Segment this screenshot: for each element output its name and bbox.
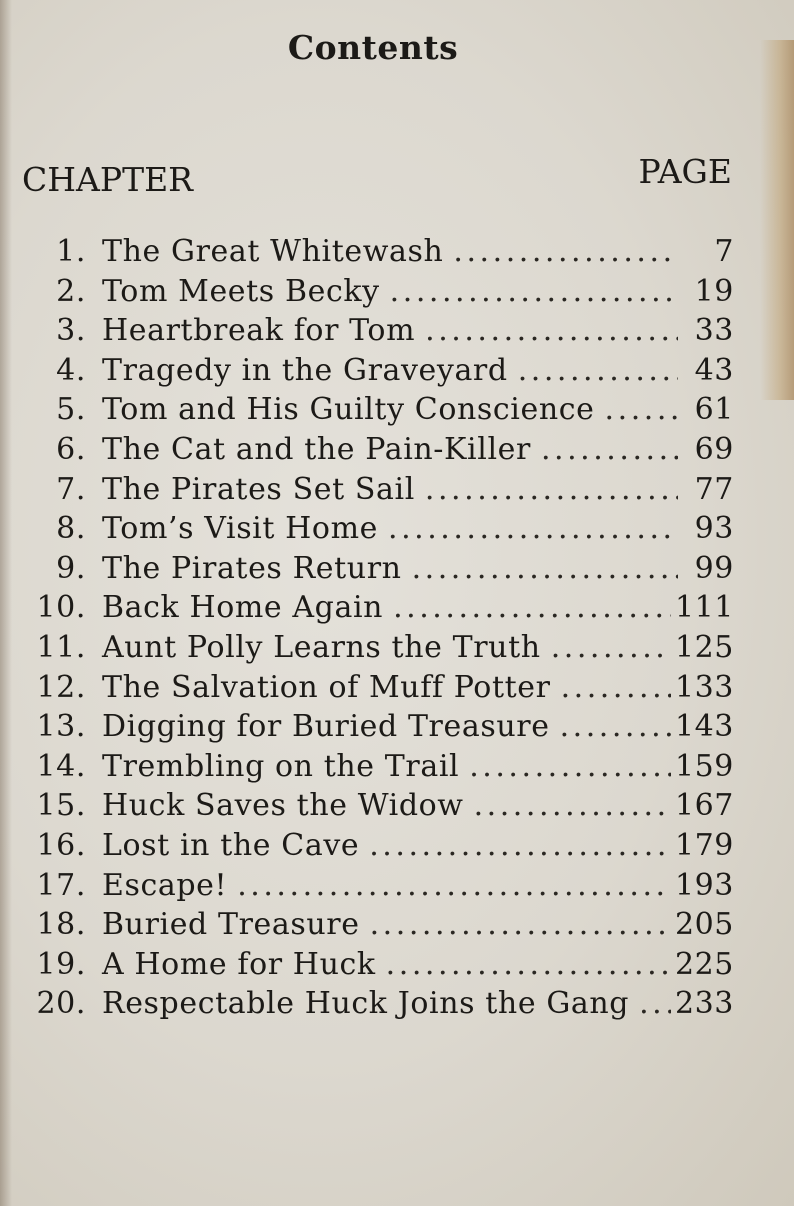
dot-leader	[237, 868, 671, 903]
chapter-page-number: 225	[674, 946, 734, 982]
chapter-page-number: 205	[674, 907, 734, 943]
toc-entry	[22, 947, 734, 987]
dot-leader	[390, 274, 678, 309]
chapter-page-number: 193	[674, 867, 734, 903]
dot-leader	[474, 788, 671, 823]
chapter-page-number: 159	[674, 748, 734, 784]
chapter-page-number: 43	[694, 352, 734, 388]
chapter-number: 16.	[36, 827, 86, 863]
chapter-page-number: 19	[694, 273, 734, 309]
toc-entry	[22, 432, 734, 472]
table-of-contents	[22, 234, 734, 1026]
chapter-title: Tom Meets Becky	[102, 273, 380, 309]
toc-entry	[22, 511, 734, 551]
chapter-title: The Pirates Set Sail	[102, 471, 415, 507]
toc-entry	[22, 868, 734, 908]
chapter-number: 4.	[56, 352, 86, 388]
toc-entry	[22, 709, 734, 749]
toc-entry	[22, 274, 734, 314]
chapter-page-number: 7	[714, 234, 734, 269]
chapter-number: 3.	[56, 313, 86, 349]
page-title: Contents	[287, 28, 459, 67]
dot-leader	[412, 551, 678, 586]
chapter-page-number: 93	[694, 511, 734, 547]
chapter-page-number: 167	[674, 788, 734, 824]
toc-entry	[22, 907, 734, 947]
dot-leader	[518, 353, 678, 388]
dot-leader	[370, 907, 671, 942]
toc-entry	[22, 986, 734, 1026]
chapter-number: 18.	[36, 907, 86, 943]
toc-entry	[22, 749, 734, 789]
chapter-number: 20.	[36, 986, 86, 1022]
chapter-number: 14.	[36, 748, 86, 784]
chapter-title: The Pirates Return	[102, 550, 402, 586]
page-gutter-shadow	[0, 0, 12, 1206]
chapter-number: 10.	[36, 590, 86, 626]
chapter-number: 6.	[56, 431, 86, 467]
chapter-page-number: 33	[694, 313, 734, 349]
chapter-number: 1.	[56, 234, 86, 269]
toc-entry	[22, 313, 734, 353]
chapter-title: Respectable Huck Joins the Gang	[102, 986, 630, 1022]
dot-leader	[425, 472, 678, 507]
chapter-title: The Salvation of Muff Potter	[102, 669, 551, 705]
chapter-title: Trembling on the Trail	[102, 748, 460, 784]
dot-leader	[388, 511, 678, 546]
chapter-number: 15.	[36, 788, 86, 824]
chapter-number: 8.	[56, 511, 86, 547]
chapter-title: The Great Whitewash	[102, 234, 444, 269]
toc-entry	[22, 670, 734, 710]
toc-entry	[22, 551, 734, 591]
chapter-number: 17.	[36, 867, 86, 903]
dot-leader	[393, 590, 671, 625]
chapter-page-number: 179	[674, 827, 734, 863]
chapter-title: Tragedy in the Graveyard	[102, 352, 508, 388]
chapter-page-number: 111	[674, 590, 734, 626]
chapter-title: Digging for Buried Treasure	[102, 709, 550, 745]
chapter-title: Buried Treasure	[102, 907, 360, 943]
dot-leader	[639, 986, 671, 1021]
toc-entry	[22, 788, 734, 828]
chapter-page-number: 233	[674, 986, 734, 1022]
chapter-title: Back Home Again	[102, 590, 384, 626]
chapter-page-number: 143	[674, 709, 734, 745]
chapter-number: 19.	[36, 946, 86, 982]
dot-leader	[425, 313, 678, 348]
chapter-title: The Cat and the Pain-Killer	[102, 431, 531, 467]
toc-entry	[22, 472, 734, 512]
chapter-number: 9.	[56, 550, 86, 586]
chapter-title: Heartbreak for Tom	[102, 313, 416, 349]
dot-leader	[453, 234, 678, 269]
chapter-number: 12.	[36, 669, 86, 705]
chapter-title: Tom’s Visit Home	[102, 511, 378, 547]
chapter-page-number: 99	[694, 550, 734, 586]
chapter-title: Tom and His Guilty Conscience	[102, 392, 595, 428]
chapter-title: Aunt Polly Learns the Truth	[102, 629, 541, 665]
toc-entry	[22, 392, 734, 432]
dot-leader	[469, 749, 671, 784]
chapter-column-header: CHAPTER	[22, 160, 194, 199]
toc-entry	[22, 828, 734, 868]
chapter-number: 2.	[56, 273, 86, 309]
chapter-page-number: 69	[694, 431, 734, 467]
toc-entry	[22, 630, 734, 670]
dot-leader	[541, 432, 678, 467]
chapter-number: 13.	[36, 709, 86, 745]
chapter-title: Lost in the Cave	[102, 827, 360, 863]
chapter-page-number: 61	[694, 392, 734, 428]
dot-leader	[560, 709, 671, 744]
chapter-page-number: 77	[694, 471, 734, 507]
dot-leader	[386, 947, 671, 982]
dot-leader	[561, 670, 671, 705]
dot-leader	[551, 630, 671, 665]
toc-entry	[22, 234, 734, 274]
dot-leader	[369, 828, 671, 863]
chapter-number: 11.	[36, 629, 86, 665]
chapter-page-number: 133	[674, 669, 734, 705]
chapter-title: Escape!	[102, 867, 228, 903]
toc-entry	[22, 590, 734, 630]
chapter-number: 7.	[56, 471, 86, 507]
page-column-header: PAGE	[638, 152, 732, 191]
chapter-title: A Home for Huck	[102, 946, 376, 982]
chapter-title: Huck Saves the Widow	[102, 788, 464, 824]
dot-leader	[605, 392, 678, 427]
chapter-page-number: 125	[674, 629, 734, 665]
toc-entry	[22, 353, 734, 393]
chapter-number: 5.	[56, 392, 86, 428]
